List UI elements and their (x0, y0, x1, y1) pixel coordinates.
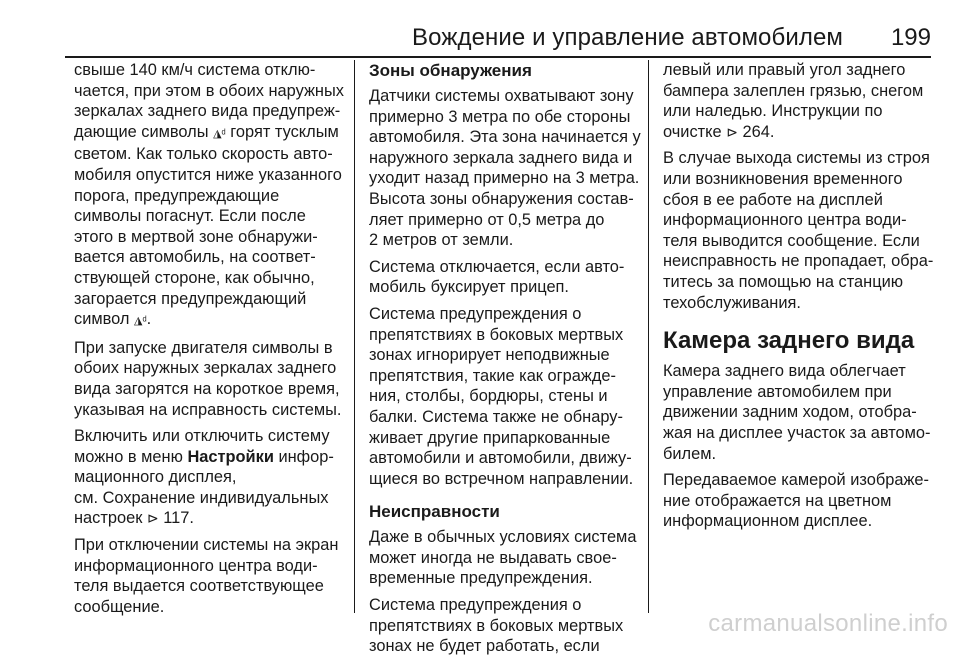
text-line: сбоя в ее работе на дисплей (663, 190, 883, 209)
text-line: вида загорятся на короткое время, (74, 379, 340, 398)
text-line: автомобиля. Эта зона начинается у (369, 128, 641, 147)
site-watermark: carmanualsonline.info (708, 610, 948, 637)
text-line: сообщение. (74, 597, 165, 616)
text-line: чается, при этом в обоих наружных (74, 81, 344, 100)
column-divider (354, 60, 355, 613)
text-line: символы погаснут. Если после (74, 207, 306, 226)
text-line: автомобили и автомобили, движу- (369, 449, 632, 468)
text-fragment: настроек (74, 509, 147, 528)
text-line: При запуске двигателя символы в (74, 338, 333, 357)
text-line: Высота зоны обнаружения состав- (369, 189, 634, 208)
text-line: зонах игнорирует неподвижные (369, 346, 610, 365)
column-divider (648, 60, 649, 613)
paragraph (663, 60, 931, 142)
text-line: живает другие припаркованные (369, 428, 611, 447)
text-line: Система предупреждения о (369, 596, 582, 615)
text-fragment: символ (74, 310, 130, 329)
blind-spot-warning-icon: ◮ᵈ (213, 127, 226, 140)
section-heading-faults: Неисправности (369, 502, 500, 522)
text-line: ляет примерно от 0,5 метра до (369, 210, 605, 229)
text-fragment: очистке (663, 122, 727, 141)
text-line: Включить или отключить систему (74, 427, 330, 446)
paragraph (74, 338, 346, 420)
text-fragment: . (146, 310, 152, 329)
text-line: жая на дисплее участок за автомо- (663, 423, 931, 442)
paragraph (74, 426, 346, 529)
text-line: Даже в обычных условиях система (369, 528, 637, 547)
text-line: ствующей стороне, как обычно, (74, 268, 315, 287)
text-fragment: инфор- (273, 447, 334, 466)
text-line: может иногда не выдавать свое- (369, 548, 617, 567)
blind-spot-warning-icon: ◮ᵈ (134, 315, 147, 328)
text-line: мобиля опустится ниже указанного (74, 165, 342, 184)
text-line: наружного зеркала заднего вида и (369, 148, 633, 167)
text-line: порога, предупреждающие (74, 186, 280, 205)
text-line (663, 122, 931, 143)
text-line: препятствиях в боковых мертвых (369, 325, 624, 344)
page-reference-arrow-icon: ⊳ (726, 123, 738, 140)
text-line: щиеся во встречном направлении. (369, 469, 634, 488)
text-line: теля выводится сообщение. Если (663, 231, 920, 250)
paragraph (369, 595, 634, 657)
text-line: Камера заднего вида облегчает (663, 362, 906, 381)
text-line: светом. Как только скорость авто- (74, 145, 333, 164)
text-line: неисправность не пропадает, обра- (663, 252, 934, 271)
text-line: При отключении системы на экран (74, 536, 339, 555)
text-line: обоих наружных зеркалах заднего (74, 359, 337, 378)
chapter-title: Вождение и управление автомобилем (412, 24, 843, 51)
text-line: препятствиях в боковых мертвых (369, 616, 624, 635)
text-line: или наледью. Инструкции по (663, 102, 883, 121)
text-line: мобиль буксирует прицеп. (369, 278, 569, 297)
column-2 (369, 60, 641, 663)
text-line: вается автомобиль, на соответ- (74, 248, 316, 267)
page-reference[interactable]: 264. (742, 122, 775, 141)
paragraph (74, 535, 346, 617)
text-line: балки. Система также не обнару- (369, 407, 623, 426)
text-fragment: горят тусклым (230, 122, 339, 141)
text-line: примерно 3 метра по обе стороны (369, 107, 631, 126)
text-line: зеркалах заднего вида предупреж- (74, 102, 341, 121)
text-line: мационного дисплея, (74, 468, 237, 487)
text-line: указывая на исправность системы. (74, 400, 342, 419)
page-number: 199 (890, 24, 931, 51)
paragraph (369, 527, 637, 589)
text-line: препятствия, такие как огражде- (369, 366, 616, 385)
paragraph (74, 60, 346, 332)
text-line: информационного центра води- (663, 211, 907, 230)
paragraph (369, 257, 634, 298)
text-line: ние отображается на цветном (663, 491, 892, 510)
paragraph (369, 86, 641, 251)
column-1 (74, 60, 346, 623)
text-line: техобслуживания. (663, 293, 801, 312)
text-line: этого в мертвой зоне обнаружи- (74, 227, 318, 246)
column-3 (663, 60, 934, 538)
paragraph (369, 304, 634, 489)
page-header (65, 0, 931, 58)
text-line: 2 метров от земли. (369, 231, 514, 250)
text-line: свыше 140 км/ч система отклю- (74, 61, 316, 79)
section-heading-camera: Камера заднего вида (663, 327, 915, 355)
text-line: управление автомобилем при (663, 382, 892, 401)
text-line: см. Сохранение индивидуальных (74, 488, 329, 507)
text-line: теля выдается соответствующее (74, 577, 324, 596)
text-line: или возникновения временного (663, 169, 903, 188)
paragraph (663, 148, 934, 313)
page-reference-arrow-icon: ⊳ (146, 510, 159, 527)
paragraph (663, 361, 931, 464)
text-line: информационного центра води- (74, 556, 318, 575)
text-line: билем. (663, 444, 717, 463)
text-line: ния, столбы, бордюры, стены и (369, 387, 608, 406)
text-line: левый или правый угол заднего (663, 61, 906, 79)
text-line: Система отключается, если авто- (369, 257, 625, 276)
text-line: титесь за помощью на станцию (663, 272, 904, 291)
section-heading-zones: Зоны обнаружения (369, 61, 532, 80)
text-line: информационном дисплее. (663, 512, 873, 531)
text-line (74, 447, 346, 468)
settings-menu-name: Настройки (187, 447, 274, 466)
paragraph (663, 470, 931, 532)
text-fragment: дающие символы (74, 122, 209, 141)
text-line (74, 122, 346, 145)
text-line: временные предупреждения. (369, 569, 593, 588)
text-line: В случае выхода системы из строя (663, 149, 930, 168)
text-line: Система предупреждения о (369, 304, 582, 323)
text-line: Датчики системы охватывают зону (369, 87, 634, 105)
text-line: бампера залеплен грязью, снегом (663, 81, 924, 100)
text-line: движении задним ходом, отобра- (663, 403, 917, 422)
text-line: зонах не будет работать, если (369, 637, 600, 656)
text-line: Передаваемое камерой изображе- (663, 471, 929, 490)
text-line: уходит назад примерно на 3 метра. (369, 169, 640, 188)
text-line (74, 508, 346, 529)
text-fragment: можно в меню (74, 447, 188, 466)
text-line (74, 309, 346, 332)
page-reference[interactable]: 117. (163, 509, 194, 528)
text-line: загорается предупреждающий (74, 289, 307, 308)
